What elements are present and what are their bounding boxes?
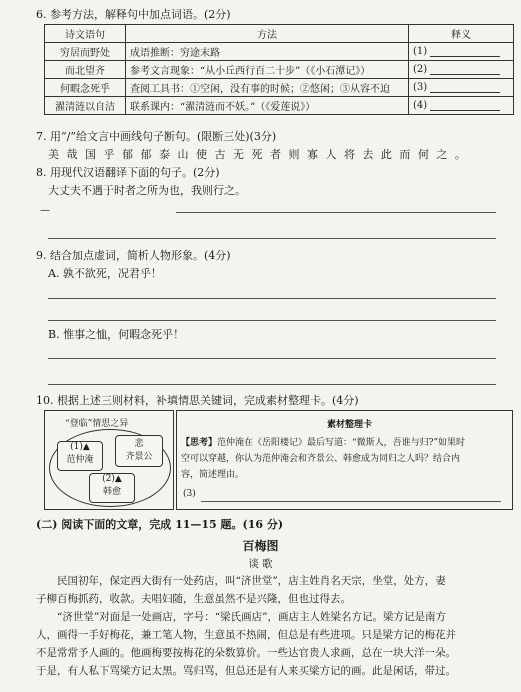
q6-method: 参考文言现象：“从小丘西行百二十步”（《小石潭记》） (126, 61, 409, 79)
article-line: 民国初年，保定西大街有一处药店，叫“济世堂”，店主姓肖名天宗，坐堂，处方，妻 (36, 575, 446, 587)
q6-stem: 6. 参考方法，解释句中加点词语。(2分) (36, 8, 231, 21)
article-line: 于是，有人私下骂梁方记太黑。骂归骂，但总还是有人来买梁方记的画。此是闲话，带过。 (36, 665, 456, 677)
q6-table (44, 24, 514, 115)
q8-dash: — (40, 205, 50, 216)
q9-a-answer-line-2[interactable] (48, 320, 496, 321)
q6-header-row (45, 25, 514, 43)
q6-blank-label: (3) (413, 82, 428, 93)
q10-card-text-1: 范仲淹在《岳阳楼记》最后写道：“微斯人，吾谁与归?”如果时 (217, 438, 466, 448)
q6-method: 联系课内：“濯清涟而不妖。”（《爱莲说》） (126, 97, 409, 115)
q6-row (45, 97, 514, 115)
q6-row (45, 61, 514, 79)
q9-option-b: B. 惟事之恤，何暇念死乎！ (48, 328, 185, 341)
q6-blank-label: (1) (413, 46, 428, 57)
q10-blank-1-label: (1) (70, 442, 83, 452)
q7-stem: 7. 用“/”给文言中画线句子断句。(限断三处)(3分) (36, 130, 277, 143)
q6-row (45, 79, 514, 97)
q10-material-card (176, 410, 513, 510)
article-paragraph-1 (36, 572, 506, 608)
q10-box-qi (115, 435, 163, 467)
q6-blank-label: (4) (413, 100, 428, 111)
article-paragraph-2 (36, 608, 506, 680)
q6-phrase: 何暇念死乎 (45, 79, 126, 97)
q10-box-fan (57, 441, 103, 471)
q10-name-fan: 范仲淹 (66, 455, 94, 465)
q10-stem: 10. 根据上述三则材料，补填情思关键词，完成素材整理卡。(4分) (36, 394, 359, 407)
q10-diagram-title: “登临”情思之异 (65, 419, 129, 429)
q6-method: 成语推断：穷途末路 (126, 43, 409, 61)
q6-phrase: 而北望齐 (45, 61, 126, 79)
q10-box-han (89, 473, 135, 503)
q10-card-text-2: 空可以穿越，你认为范仲淹会和齐景公、韩愈成为同归之人吗？结合内 (181, 454, 461, 464)
q10-diagram-card (44, 410, 174, 510)
q6-answer-blank-1[interactable] (430, 46, 500, 57)
q6-blank-label: (2) (413, 64, 428, 75)
q10-box-sad: 悲 (134, 439, 144, 449)
q7-sentence: 美 哉 国 乎 郁 郁 泰 山 使 古 无 死 者 则 寡 人 将 去 此 而 何 之 。 (48, 148, 468, 161)
q6-row (45, 43, 514, 61)
article-author: 谈 歌 (248, 558, 273, 570)
q8-sentence: 大丈夫不遇于时者之所为也，我则行之。 (48, 184, 246, 197)
q6-header-phrase: 诗文语句 (45, 25, 126, 43)
triangle-icon: ▲ (82, 442, 90, 452)
q10-blank-3-label: (3) (183, 489, 196, 499)
q6-answer-blank-4[interactable] (430, 100, 500, 111)
q6-phrase: 穷居而野处 (45, 43, 126, 61)
article-line: 人，画得一手好梅花，兼工笔人物，生意虽不热闹，但总是有些进项。只是梁方记的梅花并 (36, 629, 456, 641)
q10-card-text-3: 容，简述理由。 (181, 470, 245, 480)
q9-a-answer-line-1[interactable] (48, 298, 496, 299)
q10-name-qi: 齐景公 (125, 452, 153, 462)
q9-b-answer-line-2[interactable] (48, 384, 496, 385)
article-title: 百梅图 (242, 539, 279, 553)
q6-answer-blank-3[interactable] (430, 82, 500, 93)
q6-header-meaning: 释义 (409, 25, 514, 43)
q8-stem: 8. 用现代汉语翻译下面的句子。(2分) (36, 166, 220, 179)
article-line: 不是常常予人画的。他画梅要按梅花的朵数算价。一些达官贵人求画，总在一块大洋一朵。 (36, 647, 456, 659)
section2-heading: (二) 阅读下面的文章，完成 11—15 题。(16 分) (36, 518, 284, 531)
q9-stem: 9. 结合加点虚词，简析人物形象。(4分) (36, 249, 231, 262)
q10-name-han: 韩愈 (102, 487, 121, 497)
q6-phrase: 濯清涟以自洁 (45, 97, 126, 115)
q10-card-title: 素材整理卡 (327, 420, 373, 430)
q6-header-method: 方法 (126, 25, 409, 43)
q10-card-label: 【思考】 (181, 438, 218, 448)
q8-answer-line-2[interactable] (48, 238, 496, 239)
article-line: “济世堂”对面是一处画店，字号：“梁氏画店”，画店主人姓梁名方记。梁方记是南方 (36, 611, 446, 623)
article-line: 子柳百梅抓药，收款。夫唱妇随，生意虽然不是兴隆，但也过得去。 (36, 593, 351, 605)
triangle-icon: ▲ (114, 474, 122, 484)
q6-answer-blank-2[interactable] (430, 64, 500, 75)
q8-answer-line-1[interactable] (176, 212, 496, 213)
q9-option-a: A. 孰不欲死，况君乎！ (48, 267, 162, 280)
q10-answer-line[interactable] (201, 501, 501, 502)
q10-blank-2-label: (2) (102, 474, 115, 484)
q9-b-answer-line-1[interactable] (48, 358, 496, 359)
q6-method: 查阅工具书：①空闲，没有事的时候；②悠闲；③从容不迫 (126, 79, 409, 97)
